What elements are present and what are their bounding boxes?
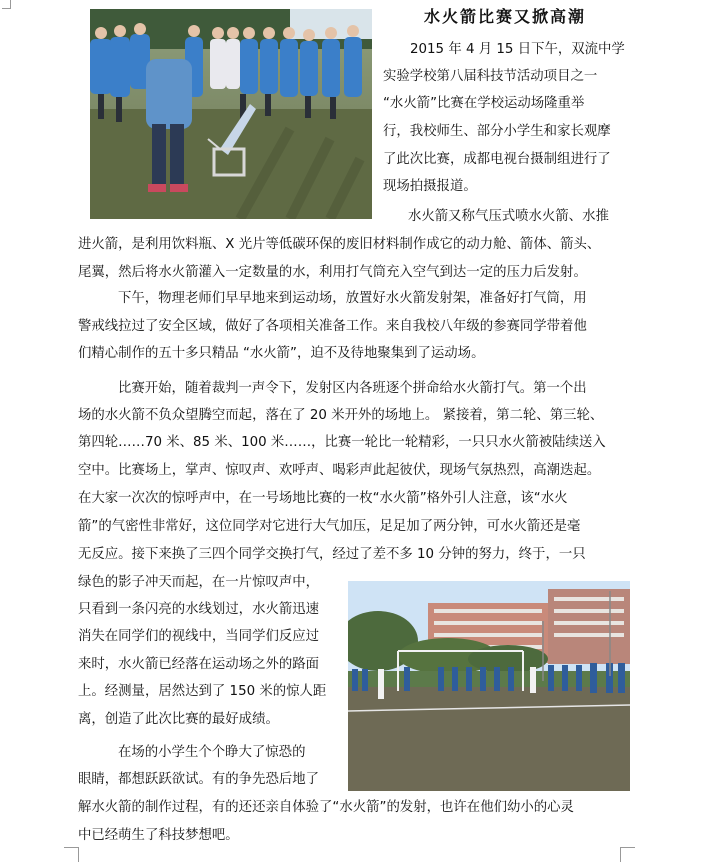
text-line: 在场的小学生个个睁大了惊恐的 <box>118 745 306 760</box>
text-line: 解水火箭的制作过程，有的还还亲自体验了“水火箭”的发射，也许在他们幼小的心灵 <box>78 800 574 815</box>
text-line: 在大家一次次的惊呼声中，在一号场地比赛的一枚“水火箭”格外引人注意，该“水火 <box>78 491 568 506</box>
page-corner-mark <box>2 0 11 9</box>
text-line: 空中。比赛场上，掌声、惊叹声、欢呼声、喝彩声此起彼伏，现场气氛热烈，高潮迭起。 <box>78 463 601 478</box>
text-line: 行，我校师生、部分小学生和家长观摩 <box>383 124 611 139</box>
text-line: 上。经测量，居然达到了 150 米的惊人距 <box>78 684 327 699</box>
text-line: 实验学校第八届科技节活动项目之一 <box>383 69 598 84</box>
text-line: 箭”的气密性非常好，这位同学对它进行大气加压，足足加了两分钟，可水火箭还是毫 <box>78 519 581 534</box>
text-line: 场的水火箭不负众望腾空而起，落在了 20 米开外的场地上。 紧接着，第二轮、第三轮、 <box>78 408 604 423</box>
text-line: 们精心制作的五十多只精品 “水火箭”，迫不及待地聚集到了运动场。 <box>78 346 485 361</box>
text-line: 了此次比赛，成都电视台摄制组进行了 <box>383 152 611 167</box>
text-line: 离，创造了此次比赛的最好成绩。 <box>78 712 279 727</box>
text-line: 水火箭又称气压式喷水火箭、水推 <box>408 209 609 224</box>
text-line: 下午，物理老师们早早地来到运动场，放置好水火箭发射架，准备好打气筒，用 <box>118 291 587 306</box>
text-line: 绿色的影子冲天而起，在一片惊叹声中， <box>78 575 320 590</box>
text-line: “水火箭”比赛在学校运动场隆重举 <box>383 96 585 111</box>
text-line: 2015 年 4 月 15 日下午，双流中学 <box>410 42 625 57</box>
launch-photo <box>90 9 372 219</box>
text-line: 中已经萌生了科技梦想吧。 <box>78 828 239 843</box>
page-corner-mark <box>620 847 635 862</box>
text-line: 警戒线拉过了安全区域，做好了各项相关准备工作。来自我校八年级的参赛同学带着他 <box>78 319 587 334</box>
text-line: 比赛开始，随着裁判一声令下，发射区内各班逐个拼命给水火箭打气。第一个出 <box>118 381 587 396</box>
page-corner-mark <box>64 847 79 862</box>
text-line: 进火箭，是利用饮料瓶、X 光片等低碳环保的废旧材料制作成它的动力舱、箭体、箭头、 <box>78 237 601 252</box>
text-line: 消失在同学们的视线中，当同学们反应过 <box>78 629 320 644</box>
text-line: 无反应。接下来换了三四个同学交换打气，经过了差不多 10 分钟的努力，终于，一只 <box>78 547 586 562</box>
text-line: 第四轮……70 米、85 米、100 米……，比赛一轮比一轮精彩，一只只水火箭被陆续送入 <box>78 435 606 450</box>
sportsfield-photo <box>348 581 630 791</box>
text-line: 尾翼，然后将水火箭灌入一定数量的水，利用打气筒充入空气到达一定的压力后发射。 <box>78 265 587 280</box>
text-line: 现场拍摄报道。 <box>383 179 477 194</box>
article-title: 水火箭比赛又掀高潮 <box>423 7 586 26</box>
text-line: 眼睛，都想跃跃欲试。有的争先恐后地了 <box>78 772 320 787</box>
text-line: 只看到一条闪亮的水线划过，水火箭迅速 <box>78 602 320 617</box>
text-line: 来时，水火箭已经落在运动场之外的路面 <box>78 657 320 672</box>
